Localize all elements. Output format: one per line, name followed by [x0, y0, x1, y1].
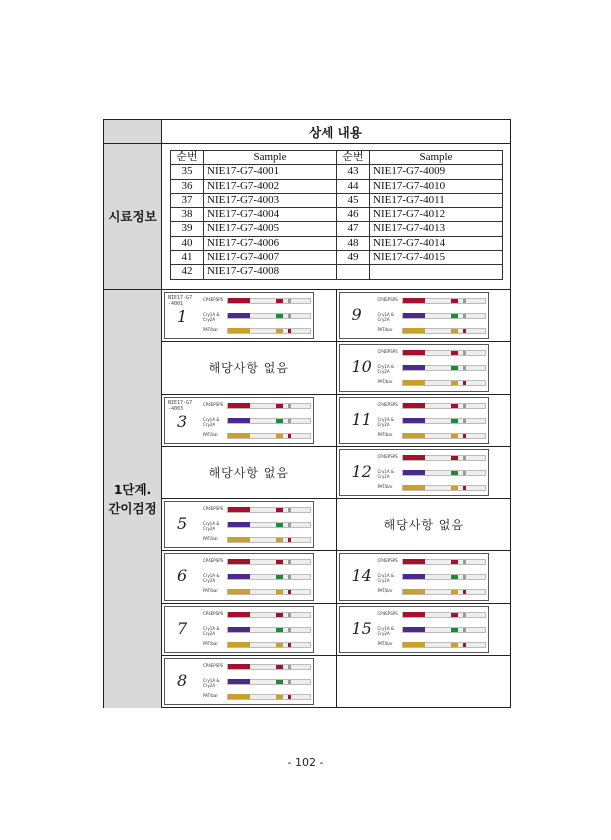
cry-strip: [227, 574, 311, 580]
strip-label: Cry2A: [377, 317, 390, 322]
strip-label: PAT/bar: [203, 327, 219, 332]
strip-label: Cry1A &: [377, 312, 394, 317]
strip-label: Cry2A: [377, 421, 390, 427]
col-sample-header: Sample: [370, 151, 503, 165]
cp4-strip: [402, 403, 486, 409]
sample-id: NIE17-G7-4015: [370, 251, 503, 265]
strip-label: PAT/bar: [377, 483, 393, 489]
pat-strip: [402, 380, 486, 386]
pat-strip: [402, 589, 486, 595]
strip-photo-cell: [337, 604, 512, 656]
cp4-strip: [227, 559, 311, 565]
sample-number: 42: [171, 265, 204, 279]
strip-label: PAT/bar: [203, 640, 219, 646]
strip-label: Cry1A &: [377, 416, 394, 422]
table-row: [171, 165, 503, 179]
handwritten-number: 5: [177, 514, 188, 533]
cp4-strip: [402, 455, 486, 461]
table-row: [171, 193, 503, 207]
strip-label: CP4EPSPS: [203, 662, 224, 668]
page-number: - 102 -: [287, 756, 324, 769]
sample-number: 47: [337, 222, 370, 236]
no-item-text: 해당사항 없음: [208, 361, 289, 376]
handwritten-number: 9: [351, 305, 362, 324]
no-item-text: 해당사항 없음: [383, 518, 464, 533]
no-item-cell: [162, 447, 337, 499]
handwritten-number: 12: [351, 461, 372, 481]
sample-number: 36: [171, 179, 204, 193]
strip-label: Cry1A &: [377, 625, 394, 631]
no-item-cell: [162, 342, 337, 394]
table-row: [171, 236, 503, 250]
sample-number: 40: [171, 236, 204, 250]
sample-id: NIE17-G7-4004: [204, 208, 337, 222]
handwritten-number: 11: [351, 409, 372, 429]
handwritten-number: 7: [177, 618, 188, 638]
strip-label: Cry2A: [203, 421, 216, 427]
strip-label: CP4EPSPS: [377, 401, 398, 407]
strip-label: PAT/bar: [377, 588, 393, 594]
test-stage-line2: 간이검정: [108, 501, 157, 516]
empty-cell: [337, 656, 512, 708]
strip-photo: [339, 553, 489, 600]
strip-label: Cry2A: [377, 473, 390, 479]
cry-strip: [402, 574, 486, 580]
strip-label: Cry2A: [203, 578, 216, 584]
strip-label: CP4EPSPS: [377, 297, 398, 302]
strip-label: CP4EPSPS: [203, 610, 224, 616]
pat-strip: [402, 642, 486, 648]
strip-label: Cry2A: [377, 630, 390, 636]
handwritten-number: 15: [351, 618, 372, 638]
strip-photo-cell: [162, 395, 337, 447]
strip-photo: [339, 292, 489, 339]
strip-label: PAT/bar: [377, 431, 393, 437]
strip-photo: [339, 606, 489, 653]
header-title: 상세 내용: [309, 124, 362, 140]
sample-number: 44: [337, 179, 370, 193]
table-row: [171, 222, 503, 236]
pat-strip: [402, 328, 486, 334]
sample-number: 45: [337, 193, 370, 207]
table-row: [171, 251, 503, 265]
strip-label: Cry1A &: [203, 677, 220, 683]
header-label-cell: [104, 120, 161, 143]
strip-label: PAT/bar: [203, 536, 219, 541]
sample-id: NIE17-G7-4003: [204, 193, 337, 207]
strip-photo-cell: [337, 342, 512, 394]
strip-label: PAT/bar: [203, 692, 219, 698]
strip-label: Cry1A &: [203, 625, 220, 631]
strip-label: Cry1A &: [203, 521, 220, 526]
detail-table: [103, 119, 511, 708]
col-sample-header: Sample: [204, 151, 337, 165]
sample-id: NIE17-G7-4013: [370, 222, 503, 236]
cp4-strip: [227, 298, 311, 304]
strip-label: CP4EPSPS: [377, 349, 398, 355]
strip-label: CP4EPSPS: [377, 453, 398, 459]
strip-label: Cry2A: [203, 526, 216, 531]
cry-strip: [227, 313, 311, 319]
pat-strip: [402, 433, 486, 439]
handwritten-note: NIE17-G7 -4003: [168, 399, 193, 412]
strip-photo: [339, 449, 489, 496]
cry-strip: [227, 418, 311, 424]
strip-label: Cry1A &: [203, 416, 220, 422]
sample-id: NIE17-G7-4011: [370, 193, 503, 207]
sample-id: NIE17-G7-4012: [370, 208, 503, 222]
strip-photo: [164, 606, 314, 653]
strip-photo: [339, 344, 489, 391]
strip-photo: [164, 553, 314, 600]
no-item-cell: [337, 499, 512, 551]
strip-label: Cry1A &: [203, 573, 220, 579]
pat-strip: [227, 537, 311, 543]
strip-photo: [164, 658, 314, 705]
sample-id: NIE17-G7-4002: [204, 179, 337, 193]
sample-id: NIE17-G7-4007: [204, 251, 337, 265]
handwritten-number: 14: [351, 566, 372, 586]
strip-photo-cell: [162, 656, 337, 708]
strip-label: Cry1A &: [377, 468, 394, 474]
sample-number: 48: [337, 236, 370, 250]
strip-label: CP4EPSPS: [377, 558, 398, 564]
sample-id: NIE17-G7-4001: [204, 165, 337, 179]
strip-label: Cry2A: [203, 682, 216, 688]
handwritten-number: 10: [351, 357, 372, 377]
strip-photo-cell: [337, 447, 512, 499]
col-num-header: 순번: [337, 151, 370, 165]
handwritten-number: 3: [177, 411, 188, 431]
strip-label: PAT/bar: [203, 588, 219, 594]
cry-strip: [227, 522, 311, 528]
strip-photo-cell: [337, 551, 512, 603]
strip-photo: [164, 397, 314, 444]
sample-number: 49: [337, 251, 370, 265]
handwritten-note: NIE17-G7 -4001: [168, 295, 193, 307]
strip-label: CP4EPSPS: [203, 558, 224, 564]
strip-label: PAT/bar: [377, 327, 393, 332]
sample-id: NIE17-G7-4009: [370, 165, 503, 179]
handwritten-number: 1: [177, 307, 188, 326]
pat-strip: [227, 642, 311, 648]
sample-id: NIE17-G7-4005: [204, 222, 337, 236]
table-row: [171, 208, 503, 222]
cry-strip: [402, 627, 486, 633]
cp4-strip: [227, 507, 311, 513]
handwritten-number: 6: [177, 566, 188, 586]
strip-label: Cry2A: [377, 369, 390, 375]
strip-label: Cry1A &: [203, 312, 220, 317]
samples-table: [170, 150, 503, 280]
strip-photo: [164, 292, 314, 339]
cry-strip: [402, 470, 486, 476]
test-stage-label: [104, 290, 161, 708]
sample-id: NIE17-G7-4014: [370, 236, 503, 250]
strip-label: CP4EPSPS: [203, 401, 224, 407]
cry-strip: [402, 418, 486, 424]
sample-number: 39: [171, 222, 204, 236]
strip-label: PAT/bar: [377, 640, 393, 646]
cp4-strip: [227, 403, 311, 409]
handwritten-number: 8: [177, 670, 188, 690]
strip-label: Cry1A &: [377, 364, 394, 370]
pat-strip: [227, 433, 311, 439]
test-stage-line1: 1단계.: [113, 481, 152, 497]
pat-strip: [227, 694, 311, 700]
sample-id: NIE17-G7-4008: [204, 265, 337, 279]
strip-photo-cell: [337, 395, 512, 447]
col-num-header: 순번: [171, 151, 204, 165]
strip-label: PAT/bar: [203, 431, 219, 437]
sample-id: [370, 265, 503, 279]
strip-label: Cry1A &: [377, 573, 394, 579]
sample-id: NIE17-G7-4010: [370, 179, 503, 193]
sample-number: 38: [171, 208, 204, 222]
strip-label: Cry2A: [203, 317, 216, 322]
strip-label: CP4EPSPS: [203, 297, 224, 302]
sample-number: 35: [171, 165, 204, 179]
strip-photo-cell: [162, 604, 337, 656]
pat-strip: [227, 589, 311, 595]
cp4-strip: [227, 612, 311, 618]
strip-label: CP4EPSPS: [377, 610, 398, 616]
sample-id: NIE17-G7-4006: [204, 236, 337, 250]
cry-strip: [402, 365, 486, 371]
cp4-strip: [227, 664, 311, 670]
sample-number: 37: [171, 193, 204, 207]
pat-strip: [402, 485, 486, 491]
strip-photo-cell: [162, 551, 337, 603]
cry-strip: [402, 313, 486, 319]
sample-info-label: 시료정보: [104, 144, 161, 289]
no-item-text: 해당사항 없음: [208, 465, 289, 480]
cp4-strip: [402, 350, 486, 356]
table-row: [171, 179, 503, 193]
cry-strip: [227, 679, 311, 685]
cp4-strip: [402, 298, 486, 304]
strip-label: Cry2A: [203, 630, 216, 636]
strip-photo: [339, 397, 489, 444]
strip-label: Cry2A: [377, 578, 390, 584]
strip-photo-cell: [162, 499, 337, 551]
strip-label: PAT/bar: [377, 379, 393, 385]
strip-photo-cell: [337, 290, 512, 342]
sample-number: [337, 265, 370, 279]
cry-strip: [227, 627, 311, 633]
cp4-strip: [402, 612, 486, 618]
strip-photo-cell: [162, 290, 337, 342]
pat-strip: [227, 328, 311, 334]
cp4-strip: [402, 559, 486, 565]
sample-number: 43: [337, 165, 370, 179]
strip-photo: [164, 501, 314, 548]
strip-label: CP4EPSPS: [203, 506, 224, 511]
sample-number: 46: [337, 208, 370, 222]
sample-number: 41: [171, 251, 204, 265]
table-row: [171, 265, 503, 279]
